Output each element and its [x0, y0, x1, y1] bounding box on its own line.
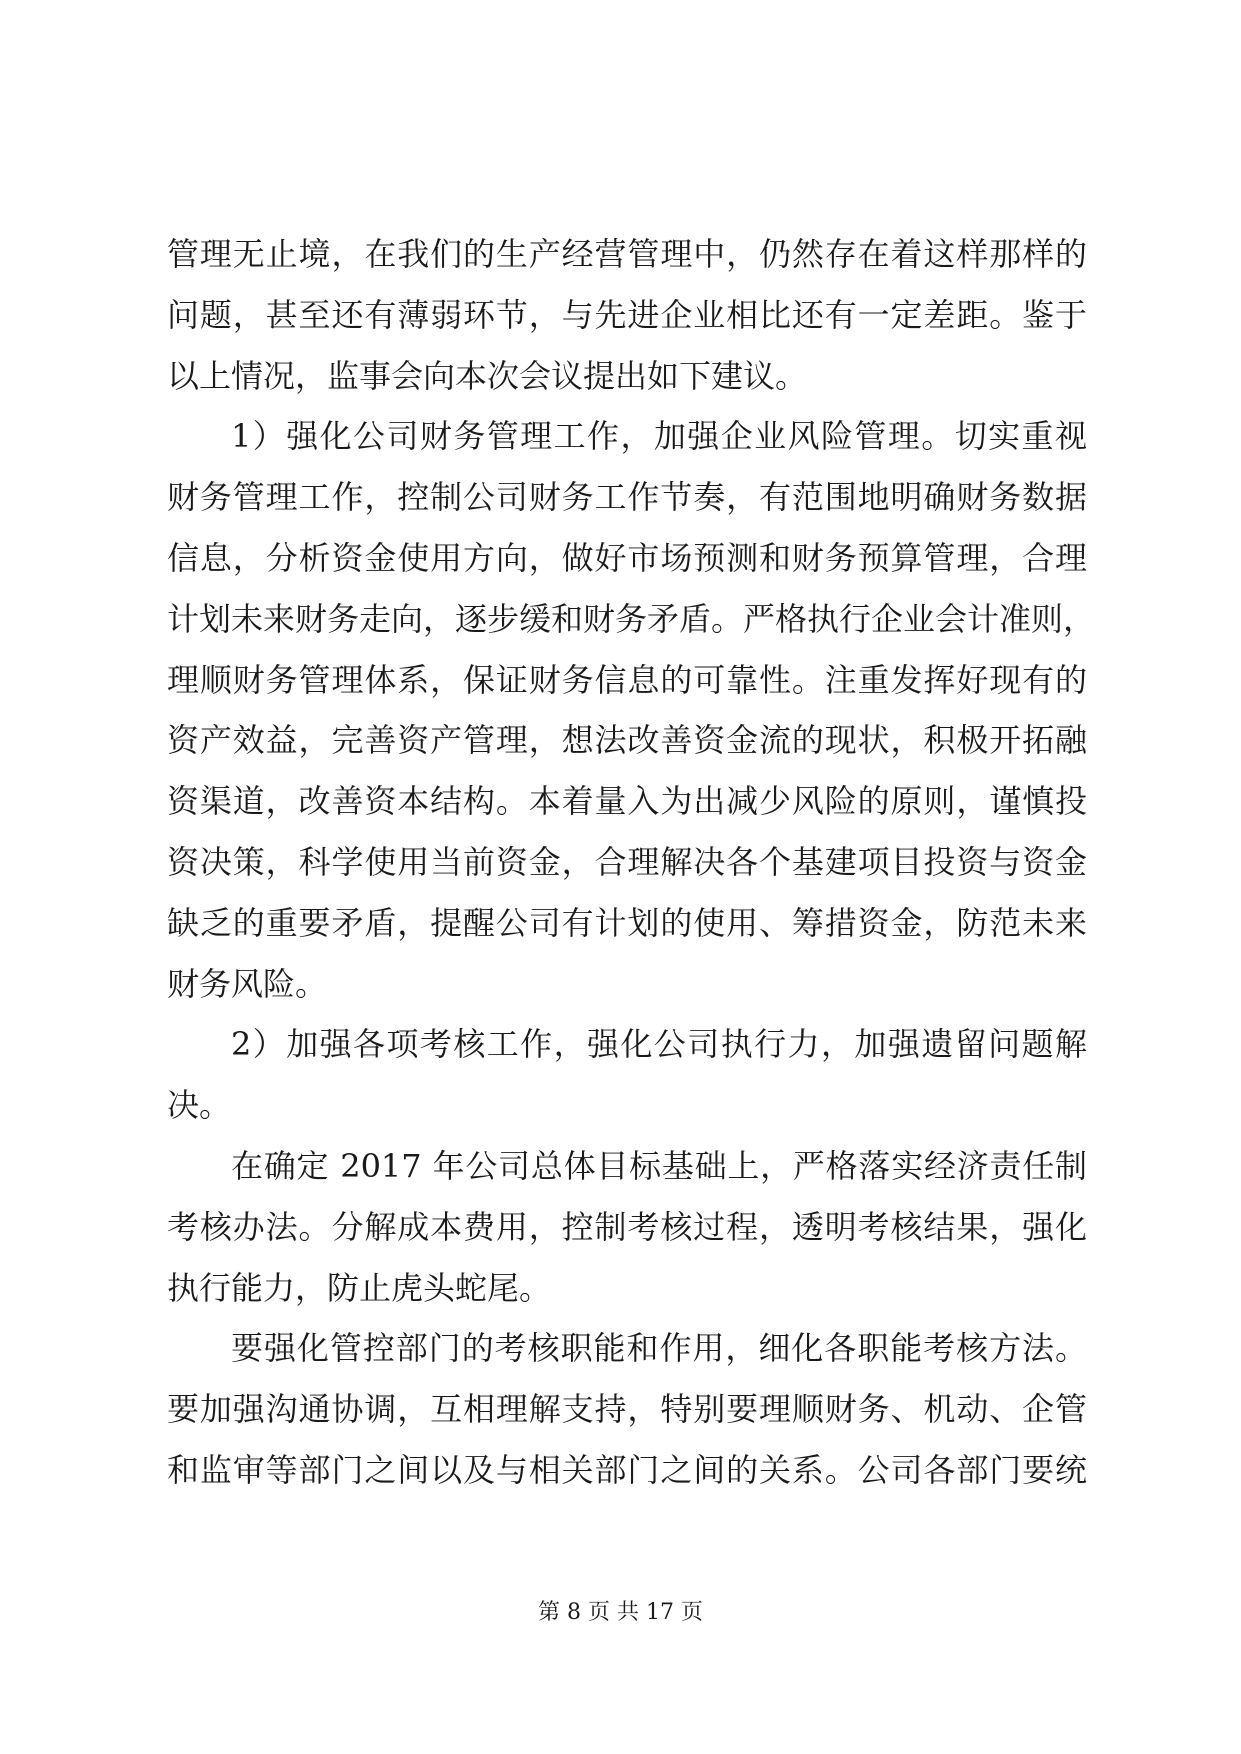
text-line: 信息，分析资金使用方向，做好市场预测和财务预算管理，合理 — [167, 538, 1087, 577]
text-line: 在确定 2017 年公司总体目标基础上，严格落实经济责任制 — [231, 1146, 1087, 1185]
text-line: 缺乏的重要矛盾，提醒公司有计划的使用、筹措资金，防范未来 — [167, 903, 1087, 942]
text-line: 决。 — [167, 1086, 232, 1125]
page-footer — [0, 1598, 1241, 1628]
text-line: 考核办法。分解成本费用，控制考核过程，透明考核结果，强化 — [167, 1207, 1087, 1246]
body-text — [167, 224, 1096, 1501]
text-line: 要强化管控部门的考核职能和作用，细化各职能考核方法。 — [231, 1329, 1087, 1368]
text-line: 以上情况，监事会向本次会议提出如下建议。 — [167, 356, 808, 395]
text-line: 2）加强各项考核工作，强化公司执行力，加强遗留问题解 — [231, 1025, 1087, 1064]
text-line: 问题，甚至还有薄弱环节，与先进企业相比还有一定差距。鉴于 — [167, 295, 1087, 334]
text-line: 执行能力，防止虎头蛇尾。 — [167, 1268, 552, 1307]
text-line: 1）强化公司财务管理工作，加强企业风险管理。切实重视 — [231, 417, 1087, 456]
text-line: 要加强沟通协调，互相理解支持，特别要理顺财务、机动、企管 — [167, 1390, 1087, 1429]
text-line: 资渠道，改善资本结构。本着量入为出减少风险的原则，谨慎投 — [167, 782, 1087, 821]
text-line: 财务管理工作，控制公司财务工作节奏，有范围地明确财务数据 — [167, 478, 1087, 517]
page-number: 第 8 页 共 17 页 — [538, 1600, 703, 1625]
text-line: 和监审等部门之间以及与相关部门之间的关系。公司各部门要统 — [167, 1450, 1087, 1489]
text-line: 资决策，科学使用当前资金，合理解决各个基建项目投资与资金 — [167, 842, 1087, 881]
text-line: 计划未来财务走向，逐步缓和财务矛盾。严格执行企业会计准则， — [167, 599, 1096, 638]
text-line: 管理无止境，在我们的生产经营管理中，仍然存在着这样那样的 — [167, 235, 1087, 273]
text-line: 理顺财务管理体系，保证财务信息的可靠性。注重发挥好现有的 — [167, 660, 1087, 699]
text-line: 财务风险。 — [167, 964, 328, 1003]
text-line: 资产效益，完善资产管理，想法改善资金流的现状，积极开拓融 — [167, 721, 1087, 760]
